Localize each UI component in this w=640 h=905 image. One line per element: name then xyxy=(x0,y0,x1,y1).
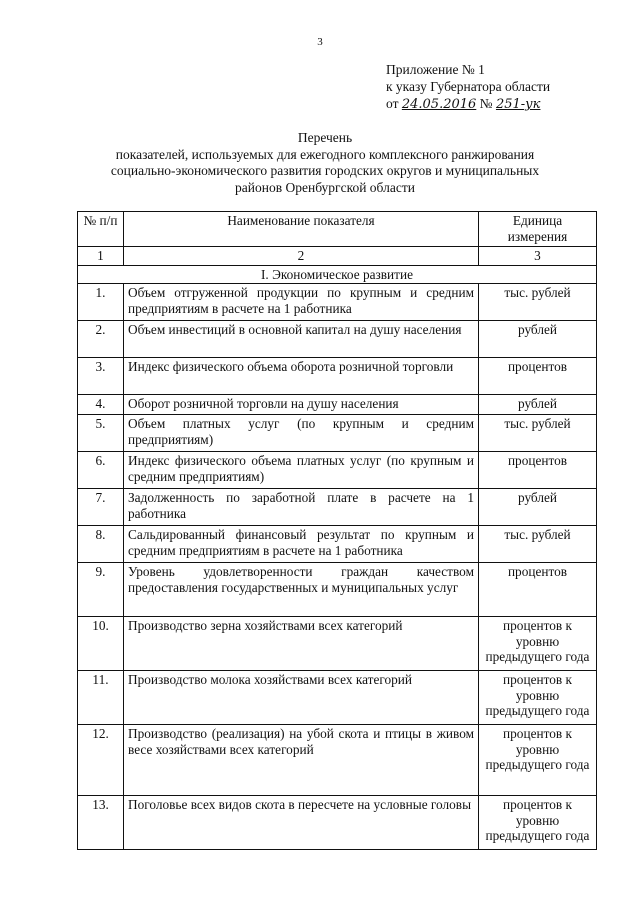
indicator-name: Индекс физического объема оборота розничной торговли xyxy=(124,358,479,395)
table-row xyxy=(78,358,597,395)
table-row xyxy=(78,395,597,415)
handwritten-number: 251-ук xyxy=(495,97,541,112)
header-number: № п/п xyxy=(78,212,124,247)
indicator-name: Производство молока хозяйствами всех категорий xyxy=(124,671,479,725)
indicator-name: Объем платных услуг (по крупным и средним предприятиям) xyxy=(124,415,479,452)
row-number: 9. xyxy=(78,563,124,617)
row-number: 5. xyxy=(78,415,124,452)
row-number: 11. xyxy=(78,671,124,725)
unit-of-measure: процентов xyxy=(479,452,597,489)
heading-title: Перечень xyxy=(297,130,353,145)
unit-of-measure: рублей xyxy=(479,395,597,415)
unit-of-measure: рублей xyxy=(479,321,597,358)
table-row xyxy=(78,617,597,671)
table-row xyxy=(78,284,597,321)
table-row xyxy=(78,796,597,850)
unit-of-measure: тыс. рублей xyxy=(479,526,597,563)
row-number: 7. xyxy=(78,489,124,526)
table-row xyxy=(78,725,597,796)
column-number-row xyxy=(78,247,597,266)
indicator-name: Индекс физического объема платных услуг (по крупным и средним предприятиям) xyxy=(124,452,479,489)
table-row xyxy=(78,321,597,358)
indicator-name: Объем отгруженной продукции по крупным и средним предприятиям в расчете на 1 работника xyxy=(124,284,479,321)
column-number-3: 3 xyxy=(479,247,597,266)
row-number: 1. xyxy=(78,284,124,321)
column-number-2: 2 xyxy=(124,247,479,266)
heading-line-3: социально-экономического развития городских округов и муниципальных xyxy=(110,163,540,178)
unit-of-measure: процентов к уровню предыдущего года xyxy=(479,671,597,725)
row-number: 2. xyxy=(78,321,124,358)
indicator-name: Производство зерна хозяйствами всех категорий xyxy=(124,617,479,671)
table-row xyxy=(78,526,597,563)
column-number-1: 1 xyxy=(78,247,124,266)
row-number: 8. xyxy=(78,526,124,563)
page-number: 3 xyxy=(317,36,323,48)
indicator-name: Оборот розничной торговли на душу населения xyxy=(124,395,479,415)
unit-of-measure: рублей xyxy=(479,489,597,526)
row-number: 12. xyxy=(78,725,124,796)
heading-line-2: показателей, используемых для ежегодного комплексного ранжирования xyxy=(115,146,535,162)
handwritten-date: 24.05.2016 xyxy=(401,97,477,112)
indicators-table xyxy=(77,211,597,850)
unit-of-measure: процентов к уровню предыдущего года xyxy=(479,796,597,850)
unit-of-measure: тыс. рублей xyxy=(479,284,597,321)
table-row xyxy=(78,452,597,489)
indicator-name: Объем инвестиций в основной капитал на душу населения xyxy=(124,321,479,358)
heading-line-4: районов Оренбургской области xyxy=(235,179,415,195)
row-number: 3. xyxy=(78,358,124,395)
document-heading xyxy=(60,130,590,196)
row-number: 13. xyxy=(78,796,124,850)
unit-of-measure: тыс. рублей xyxy=(479,415,597,452)
appendix-decree-ref: к указу Губернатора области xyxy=(386,79,551,94)
appendix-block xyxy=(386,61,550,113)
row-number: 4. xyxy=(78,395,124,415)
indicator-name: Уровень удовлетворенности граждан качеством предоставления государственных и муниципальных услуг xyxy=(124,563,479,617)
indicator-name: Задолженность по заработной плате в расчете на 1 работника xyxy=(124,489,479,526)
table-row xyxy=(78,415,597,452)
section-row xyxy=(78,265,597,284)
unit-of-measure: процентов xyxy=(479,358,597,395)
indicator-name: Поголовье всех видов скота в пересчете на условные головы xyxy=(124,796,479,850)
header-unit: Единица измерения xyxy=(479,212,597,247)
row-number: 10. xyxy=(78,617,124,671)
date-prefix: от xyxy=(386,96,399,111)
row-number: 6. xyxy=(78,452,124,489)
section-title: I. Экономическое развитие xyxy=(78,265,597,284)
appendix-title: Приложение № 1 xyxy=(386,62,485,77)
unit-of-measure: процентов xyxy=(479,563,597,617)
header-name: Наименование показателя xyxy=(124,212,479,247)
indicator-name: Сальдированный финансовый результат по крупным и средним предприятиям в расчете на 1 работника xyxy=(124,526,479,563)
unit-of-measure: процентов к уровню предыдущего года xyxy=(479,725,597,796)
indicator-name: Производство (реализация) на убой скота и птицы в живом весе хозяйствами всех категорий xyxy=(124,725,479,796)
unit-of-measure: процентов к уровню предыдущего года xyxy=(479,617,597,671)
table-row xyxy=(78,563,597,617)
table-row xyxy=(78,671,597,725)
table-row xyxy=(78,489,597,526)
number-prefix: № xyxy=(479,96,493,111)
table-header-row xyxy=(78,212,597,247)
appendix-date-line xyxy=(386,95,550,113)
